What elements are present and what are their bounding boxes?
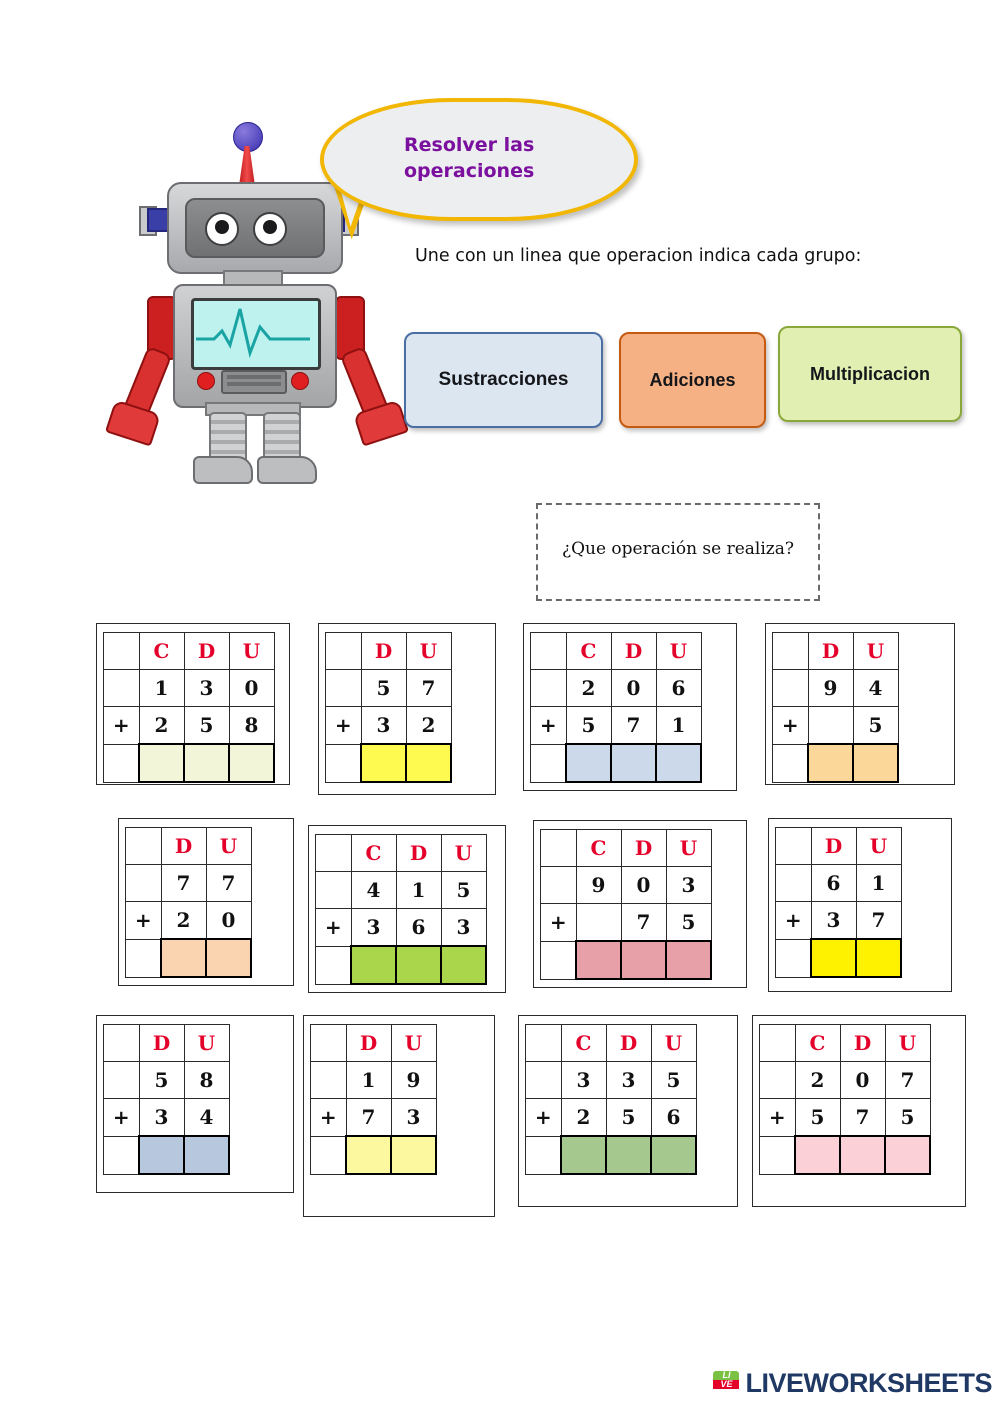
- addend1-digit-2: 0: [229, 670, 274, 707]
- robot-button-left: [197, 372, 215, 390]
- table-row: [326, 633, 452, 670]
- addend1-digit-0: 3: [561, 1062, 606, 1099]
- column-header-D: D: [808, 633, 853, 670]
- column-header-D: D: [161, 828, 206, 865]
- addend2-digit-1: 7: [840, 1099, 885, 1137]
- addend2-digit-2: 1: [656, 707, 701, 745]
- operator-cell: [531, 744, 567, 782]
- operator-cell: [760, 1025, 796, 1062]
- operator-cell: [326, 633, 362, 670]
- answer-cell-C[interactable]: [351, 946, 396, 984]
- addend2-digit-0: 7: [346, 1099, 391, 1137]
- table-row: [104, 633, 275, 670]
- addend1-digit-2: 3: [666, 867, 711, 904]
- operator-cell: [104, 633, 140, 670]
- table-row: [316, 872, 487, 909]
- answer-cell-D[interactable]: [611, 744, 656, 782]
- table-row: [104, 1062, 230, 1099]
- table-row: [541, 904, 712, 942]
- answer-cell-D[interactable]: [184, 744, 229, 782]
- speech-bubble-text: Resolver las operaciones: [404, 134, 535, 182]
- addend2-digit-1: 2: [406, 707, 451, 745]
- robot-speaker-slot: [221, 370, 287, 394]
- column-header-C: C: [139, 633, 184, 670]
- table-row: [776, 828, 902, 865]
- problem-card: [533, 820, 747, 988]
- answer-cell-U[interactable]: [656, 744, 701, 782]
- answer-cell-D[interactable]: [161, 939, 206, 977]
- plus-sign: +: [760, 1099, 796, 1137]
- robot-hand-left: [105, 399, 161, 446]
- operator-cell: [311, 1062, 347, 1099]
- column-header-U: U: [666, 830, 711, 867]
- logo-mid: VE: [713, 1380, 739, 1389]
- addend2-digit-0: 2: [561, 1099, 606, 1137]
- addend2-digit-1: 3: [391, 1099, 436, 1137]
- table-row: [760, 1025, 931, 1062]
- table-row: [104, 707, 275, 745]
- addend2-digit-2: 3: [441, 909, 486, 947]
- problem-card: [318, 623, 496, 795]
- problem-card: [303, 1015, 495, 1217]
- problem-card: [752, 1015, 966, 1207]
- operator-cell: [311, 1136, 347, 1174]
- addend2-digit-0: 3: [811, 902, 856, 940]
- column-header-U: U: [391, 1025, 436, 1062]
- addend2-digit-0: 3: [139, 1099, 184, 1137]
- place-value-table: [125, 827, 252, 978]
- addend1-digit-1: 7: [406, 670, 451, 707]
- table-row: [773, 707, 899, 745]
- operator-cell: [773, 633, 809, 670]
- operator-cell: [760, 1136, 796, 1174]
- addend2-digit-2: 8: [229, 707, 274, 745]
- addend2-digit-1: 4: [184, 1099, 229, 1137]
- operator-cell: [326, 744, 362, 782]
- addend1-digit-1: 3: [184, 670, 229, 707]
- column-header-D: D: [621, 830, 666, 867]
- addend1-digit-1: 0: [621, 867, 666, 904]
- addend2-digit-1: 7: [621, 904, 666, 942]
- problem-card: [518, 1015, 738, 1207]
- robot-button-right: [291, 372, 309, 390]
- answer-cell-U[interactable]: [441, 946, 486, 984]
- answer-cell-U[interactable]: [406, 744, 451, 782]
- table-row: [773, 670, 899, 707]
- column-header-U: U: [206, 828, 251, 865]
- table-row: [541, 941, 712, 979]
- table-row: [776, 902, 902, 940]
- plus-sign: +: [773, 707, 809, 745]
- question-box-text: ¿Que operación se realiza?: [561, 539, 795, 559]
- answer-cell-C[interactable]: [795, 1136, 840, 1174]
- table-row: [760, 1136, 931, 1174]
- table-row: [776, 865, 902, 902]
- addend1-digit-1: 1: [396, 872, 441, 909]
- column-header-C: C: [351, 835, 396, 872]
- operator-cell: [531, 633, 567, 670]
- robot-foot-left: [193, 456, 253, 484]
- table-row: [760, 1099, 931, 1137]
- problem-card: [765, 623, 955, 785]
- table-row: [526, 1136, 697, 1174]
- addend1-digit-0: 2: [795, 1062, 840, 1099]
- addend2-digit-0: 2: [161, 902, 206, 940]
- problem-card: [308, 825, 506, 993]
- answer-cell-U[interactable]: [184, 1136, 229, 1174]
- operator-cell: [104, 1025, 140, 1062]
- table-row: [776, 939, 902, 977]
- addend1-digit-2: 7: [885, 1062, 930, 1099]
- addend2-digit-0: 2: [139, 707, 184, 745]
- table-row: [104, 1025, 230, 1062]
- robot-pupil-left: [215, 220, 229, 234]
- answer-cell-D[interactable]: [808, 744, 853, 782]
- logo-top: LI: [713, 1371, 739, 1380]
- answer-cell-U[interactable]: [853, 744, 898, 782]
- place-value-table: [775, 827, 902, 978]
- operator-cell: [541, 830, 577, 867]
- addend2-digit-1: 7: [611, 707, 656, 745]
- column-header-C: C: [561, 1025, 606, 1062]
- column-header-D: D: [396, 835, 441, 872]
- column-header-D: D: [611, 633, 656, 670]
- plus-sign: +: [126, 902, 162, 940]
- table-row: [104, 744, 275, 782]
- addend1-digit-0: 7: [161, 865, 206, 902]
- operator-cell: [776, 865, 812, 902]
- column-header-D: D: [139, 1025, 184, 1062]
- robot-chest-screen: [191, 298, 321, 370]
- column-header-U: U: [229, 633, 274, 670]
- answer-cell-D[interactable]: [361, 744, 406, 782]
- operator-cell: [326, 670, 362, 707]
- operator-cell: [126, 939, 162, 977]
- operator-cell: [526, 1136, 562, 1174]
- addend1-digit-1: 3: [606, 1062, 651, 1099]
- operator-cell: [531, 670, 567, 707]
- operator-cell: [776, 828, 812, 865]
- operation-card-label: Multiplicacion: [809, 363, 930, 384]
- place-value-table: [103, 632, 275, 783]
- addend1-digit-0: 1: [139, 670, 184, 707]
- addend2-digit-1: 5: [853, 707, 898, 745]
- column-header-U: U: [441, 835, 486, 872]
- table-row: [526, 1062, 697, 1099]
- plus-sign: +: [531, 707, 567, 745]
- problem-card: [768, 818, 952, 992]
- speech-bubble: [320, 98, 638, 221]
- column-header-U: U: [853, 633, 898, 670]
- operator-cell: [541, 867, 577, 904]
- answer-cell-U[interactable]: [651, 1136, 696, 1174]
- column-header-D: D: [361, 633, 406, 670]
- addend1-digit-2: 5: [441, 872, 486, 909]
- addend1-digit-1: 8: [184, 1062, 229, 1099]
- answer-cell-U[interactable]: [391, 1136, 436, 1174]
- plus-sign: +: [316, 909, 352, 947]
- table-row: [326, 707, 452, 745]
- liveworksheets-brand: LIVEWORKSHEETS: [745, 1368, 992, 1398]
- table-row: [104, 1136, 230, 1174]
- table-row: [126, 865, 252, 902]
- table-row: [311, 1099, 437, 1137]
- operation-card-label: Adiciones: [649, 369, 736, 390]
- addend2-digit-1: 7: [856, 902, 901, 940]
- column-header-U: U: [184, 1025, 229, 1062]
- problem-card: [96, 1015, 294, 1193]
- place-value-table: [530, 632, 702, 783]
- table-row: [326, 744, 452, 782]
- table-row: [311, 1136, 437, 1174]
- table-row: [531, 744, 702, 782]
- column-header-D: D: [811, 828, 856, 865]
- answer-cell-C[interactable]: [566, 744, 611, 782]
- place-value-table: [525, 1024, 697, 1175]
- table-row: [316, 946, 487, 984]
- answer-cell-D[interactable]: [621, 941, 666, 979]
- column-header-U: U: [885, 1025, 930, 1062]
- table-row: [531, 633, 702, 670]
- addend1-digit-1: 4: [853, 670, 898, 707]
- answer-cell-U[interactable]: [856, 939, 901, 977]
- addend2-digit-0: 3: [351, 909, 396, 947]
- operator-cell: [541, 941, 577, 979]
- answer-cell-C[interactable]: [139, 744, 184, 782]
- instruction-text: Une con un linea que operacion indica cada grupo:: [415, 246, 862, 266]
- addend1-digit-1: 7: [206, 865, 251, 902]
- operator-cell: [104, 1136, 140, 1174]
- addend2-digit-1: 5: [184, 707, 229, 745]
- column-header-D: D: [184, 633, 229, 670]
- operator-cell: [773, 670, 809, 707]
- liveworksheets-footer: [713, 1368, 992, 1399]
- addend2-digit-0: 5: [566, 707, 611, 745]
- addend2-digit-0: 3: [361, 707, 406, 745]
- answer-cell-U[interactable]: [229, 744, 274, 782]
- addend1-digit-0: 9: [576, 867, 621, 904]
- column-header-D: D: [346, 1025, 391, 1062]
- operator-cell: [316, 946, 352, 984]
- addend2-digit-1: 0: [206, 902, 251, 940]
- operator-cell: [126, 865, 162, 902]
- addend1-digit-1: 1: [856, 865, 901, 902]
- plus-sign: +: [776, 902, 812, 940]
- answer-cell-D[interactable]: [346, 1136, 391, 1174]
- plus-sign: +: [104, 707, 140, 745]
- answer-cell-C[interactable]: [561, 1136, 606, 1174]
- addend1-digit-0: 4: [351, 872, 396, 909]
- column-header-C: C: [795, 1025, 840, 1062]
- table-row: [531, 707, 702, 745]
- addend2-digit-2: 5: [666, 904, 711, 942]
- column-header-U: U: [406, 633, 451, 670]
- problem-card: [96, 623, 290, 785]
- answer-cell-D[interactable]: [840, 1136, 885, 1174]
- answer-cell-D[interactable]: [811, 939, 856, 977]
- addend1-digit-1: 0: [840, 1062, 885, 1099]
- robot-foot-right: [257, 456, 317, 484]
- operator-cell: [760, 1062, 796, 1099]
- operator-cell: [773, 744, 809, 782]
- place-value-table: [540, 829, 712, 980]
- operation-card-adiciones[interactable]: [619, 332, 766, 428]
- place-value-table: [759, 1024, 931, 1175]
- table-row: [773, 744, 899, 782]
- plus-sign: +: [311, 1099, 347, 1137]
- column-header-C: C: [566, 633, 611, 670]
- addend2-digit-2: 6: [651, 1099, 696, 1137]
- answer-cell-U[interactable]: [885, 1136, 930, 1174]
- addend1-digit-0: 6: [811, 865, 856, 902]
- place-value-table: [315, 834, 487, 985]
- robot-antenna-rod: [239, 146, 255, 186]
- operation-card-multiplicacion[interactable]: [778, 326, 962, 422]
- addend1-digit-1: 0: [611, 670, 656, 707]
- answer-cell-D[interactable]: [139, 1136, 184, 1174]
- addend1-digit-0: 5: [139, 1062, 184, 1099]
- addend2-digit-0: 5: [795, 1099, 840, 1137]
- problem-card: [118, 818, 294, 986]
- table-row: [311, 1062, 437, 1099]
- addend2-digit-0: [576, 904, 621, 942]
- addend2-digit-1: 6: [396, 909, 441, 947]
- operation-card-label: Sustracciones: [438, 369, 569, 390]
- plus-sign: +: [541, 904, 577, 942]
- operator-cell: [526, 1062, 562, 1099]
- answer-cell-D[interactable]: [606, 1136, 651, 1174]
- table-row: [541, 867, 712, 904]
- operator-cell: [316, 835, 352, 872]
- column-header-U: U: [656, 633, 701, 670]
- liveworksheets-logo-icon: [713, 1371, 739, 1397]
- table-row: [126, 828, 252, 865]
- operation-card-sustracciones[interactable]: [404, 332, 603, 428]
- column-header-U: U: [651, 1025, 696, 1062]
- operator-cell: [316, 872, 352, 909]
- table-row: [104, 670, 275, 707]
- operator-cell: [104, 1062, 140, 1099]
- operator-cell: [526, 1025, 562, 1062]
- addend1-digit-0: 9: [808, 670, 853, 707]
- operator-cell: [776, 939, 812, 977]
- table-row: [316, 909, 487, 947]
- operator-cell: [104, 744, 140, 782]
- plus-sign: +: [326, 707, 362, 745]
- place-value-table: [310, 1024, 437, 1175]
- column-header-D: D: [606, 1025, 651, 1062]
- addend1-digit-0: 5: [361, 670, 406, 707]
- addend2-digit-1: 5: [606, 1099, 651, 1137]
- operator-cell: [311, 1025, 347, 1062]
- addend1-digit-0: 1: [346, 1062, 391, 1099]
- table-row: [316, 835, 487, 872]
- table-row: [526, 1099, 697, 1137]
- column-header-C: C: [576, 830, 621, 867]
- addend1-digit-2: 6: [656, 670, 701, 707]
- plus-sign: +: [526, 1099, 562, 1137]
- operator-cell: [104, 670, 140, 707]
- question-box: [536, 503, 820, 601]
- table-row: [760, 1062, 931, 1099]
- table-row: [531, 670, 702, 707]
- table-row: [104, 1099, 230, 1137]
- column-header-U: U: [856, 828, 901, 865]
- robot-pupil-right: [263, 220, 277, 234]
- place-value-table: [325, 632, 452, 783]
- addend1-digit-0: 2: [566, 670, 611, 707]
- place-value-table: [772, 632, 899, 783]
- operator-cell: [126, 828, 162, 865]
- addend2-digit-0: [808, 707, 853, 745]
- table-row: [311, 1025, 437, 1062]
- answer-cell-C[interactable]: [576, 941, 621, 979]
- table-row: [526, 1025, 697, 1062]
- addend1-digit-2: 5: [651, 1062, 696, 1099]
- table-row: [773, 633, 899, 670]
- addend2-digit-2: 5: [885, 1099, 930, 1137]
- answer-cell-U[interactable]: [206, 939, 251, 977]
- plus-sign: +: [104, 1099, 140, 1137]
- problem-card: [523, 623, 737, 791]
- answer-cell-D[interactable]: [396, 946, 441, 984]
- place-value-table: [103, 1024, 230, 1175]
- answer-cell-U[interactable]: [666, 941, 711, 979]
- column-header-D: D: [840, 1025, 885, 1062]
- table-row: [126, 939, 252, 977]
- table-row: [541, 830, 712, 867]
- table-row: [126, 902, 252, 940]
- addend1-digit-1: 9: [391, 1062, 436, 1099]
- table-row: [326, 670, 452, 707]
